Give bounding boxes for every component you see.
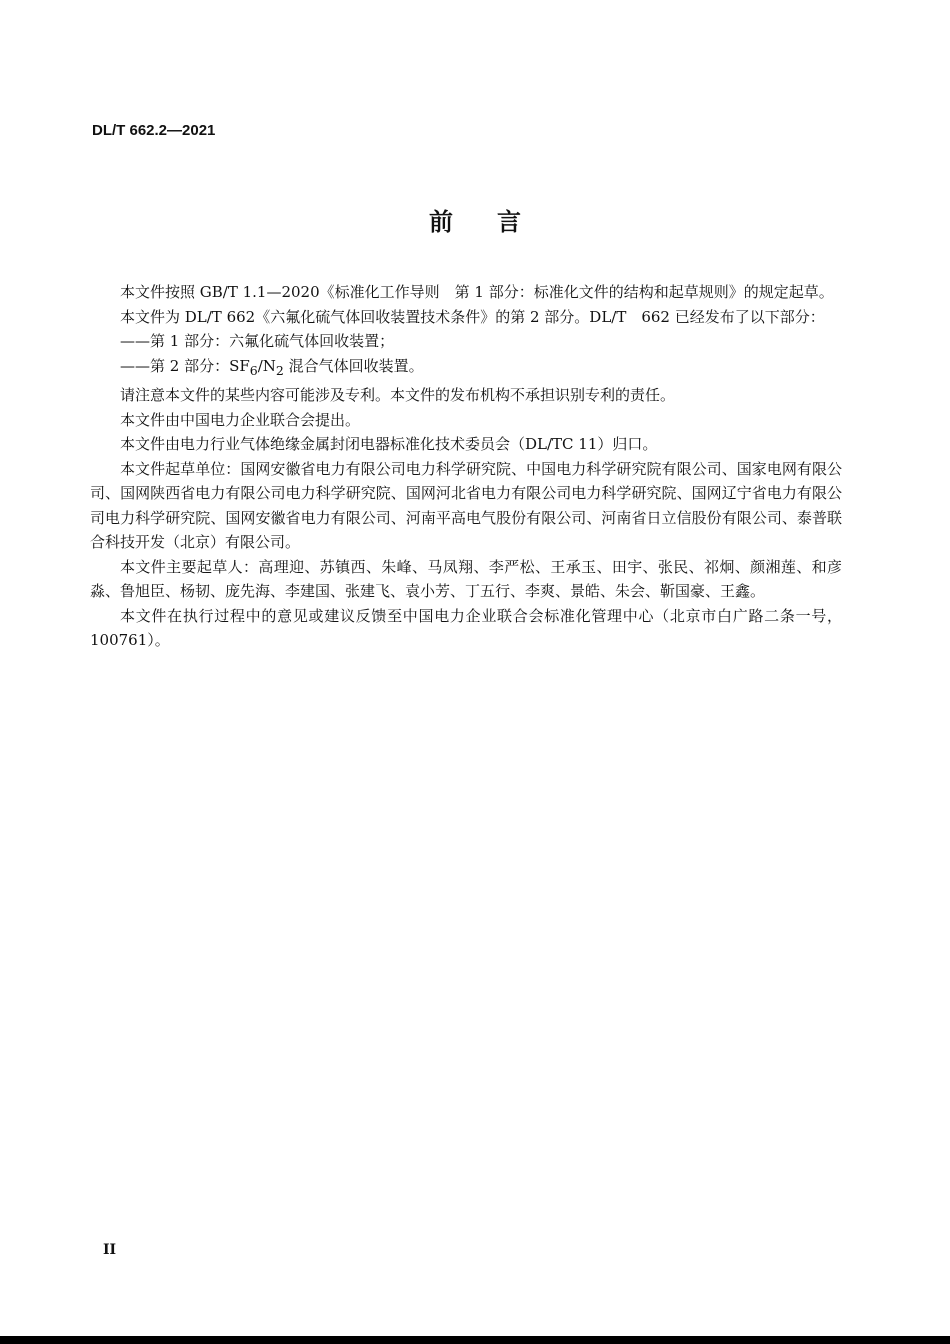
subscript-6: 6 [249,362,258,378]
paragraph-series-info: 本文件为 DL/T 662《六氟化硫气体回收装置技术条件》的第 2 部分。DL/T 662 已经发布了以下部分： [120,307,825,326]
paragraph-patent-notice: 请注意本文件的某些内容可能涉及专利。本文件的发布机构不承担识别专利的责任。 [120,386,676,404]
paragraph-committee: 本文件由电力行业气体绝缘金属封闭电器标准化技术委员会（DL/TC 11）归口。 [120,435,658,453]
subscript-2: 2 [275,362,284,378]
paragraph-feedback: 本文件在执行过程中的意见或建议反馈至中国电力企业联合会标准化管理中心（北京市白广路二条一号，100761）。 [90,606,842,649]
list-item-part-2-mid: /N [257,356,276,375]
document-code: DL/T 662.2—2021 [92,122,216,139]
bottom-border [0,1336,950,1344]
list-item-part-2-suffix: 混合气体回收装置。 [283,356,424,375]
paragraph-drafting-basis: 本文件按照 GB/T 1.1—2020《标准化工作导则 第 1 部分：标准化文件的结构和起草规则》的规定起草。 [120,283,834,301]
paragraph-proposer: 本文件由中国电力企业联合会提出。 [120,410,361,429]
paragraph-drafters: 本文件主要起草人：高理迎、苏镇西、朱峰、马凤翔、李严松、王承玉、田宇、张民、祁炯、颜湘莲、和彦淼、鲁旭臣、杨韧、庞先海、李建国、张建飞、袁小芳、丁五行、李爽、景皓、朱会、靳国豪、王鑫。 [90,557,842,600]
paragraph-drafting-units: 本文件起草单位：国网安徽省电力有限公司电力科学研究院、中国电力科学研究院有限公司、国家电网有限公司、国网陕西省电力有限公司电力科学研究院、国网河北省电力有限公司电力科学研究院、国网辽宁省电力有限公司电力科学研究院、国网安徽省电力有限公司、河南平高电气股份有限公司、河南省日立信股份有限公司、泰普联合科技开发（北京）有限公司。 [90,459,842,551]
list-item-part-1: ——第 1 部分：六氟化硫气体回收装置； [120,332,395,350]
document-body [90,280,842,653]
page-number: II [103,1242,117,1258]
list-item-part-2 [90,354,842,384]
list-item-part-2-prefix: ——第 2 部分：SF [120,356,250,375]
page-title: 前言 [429,208,565,236]
